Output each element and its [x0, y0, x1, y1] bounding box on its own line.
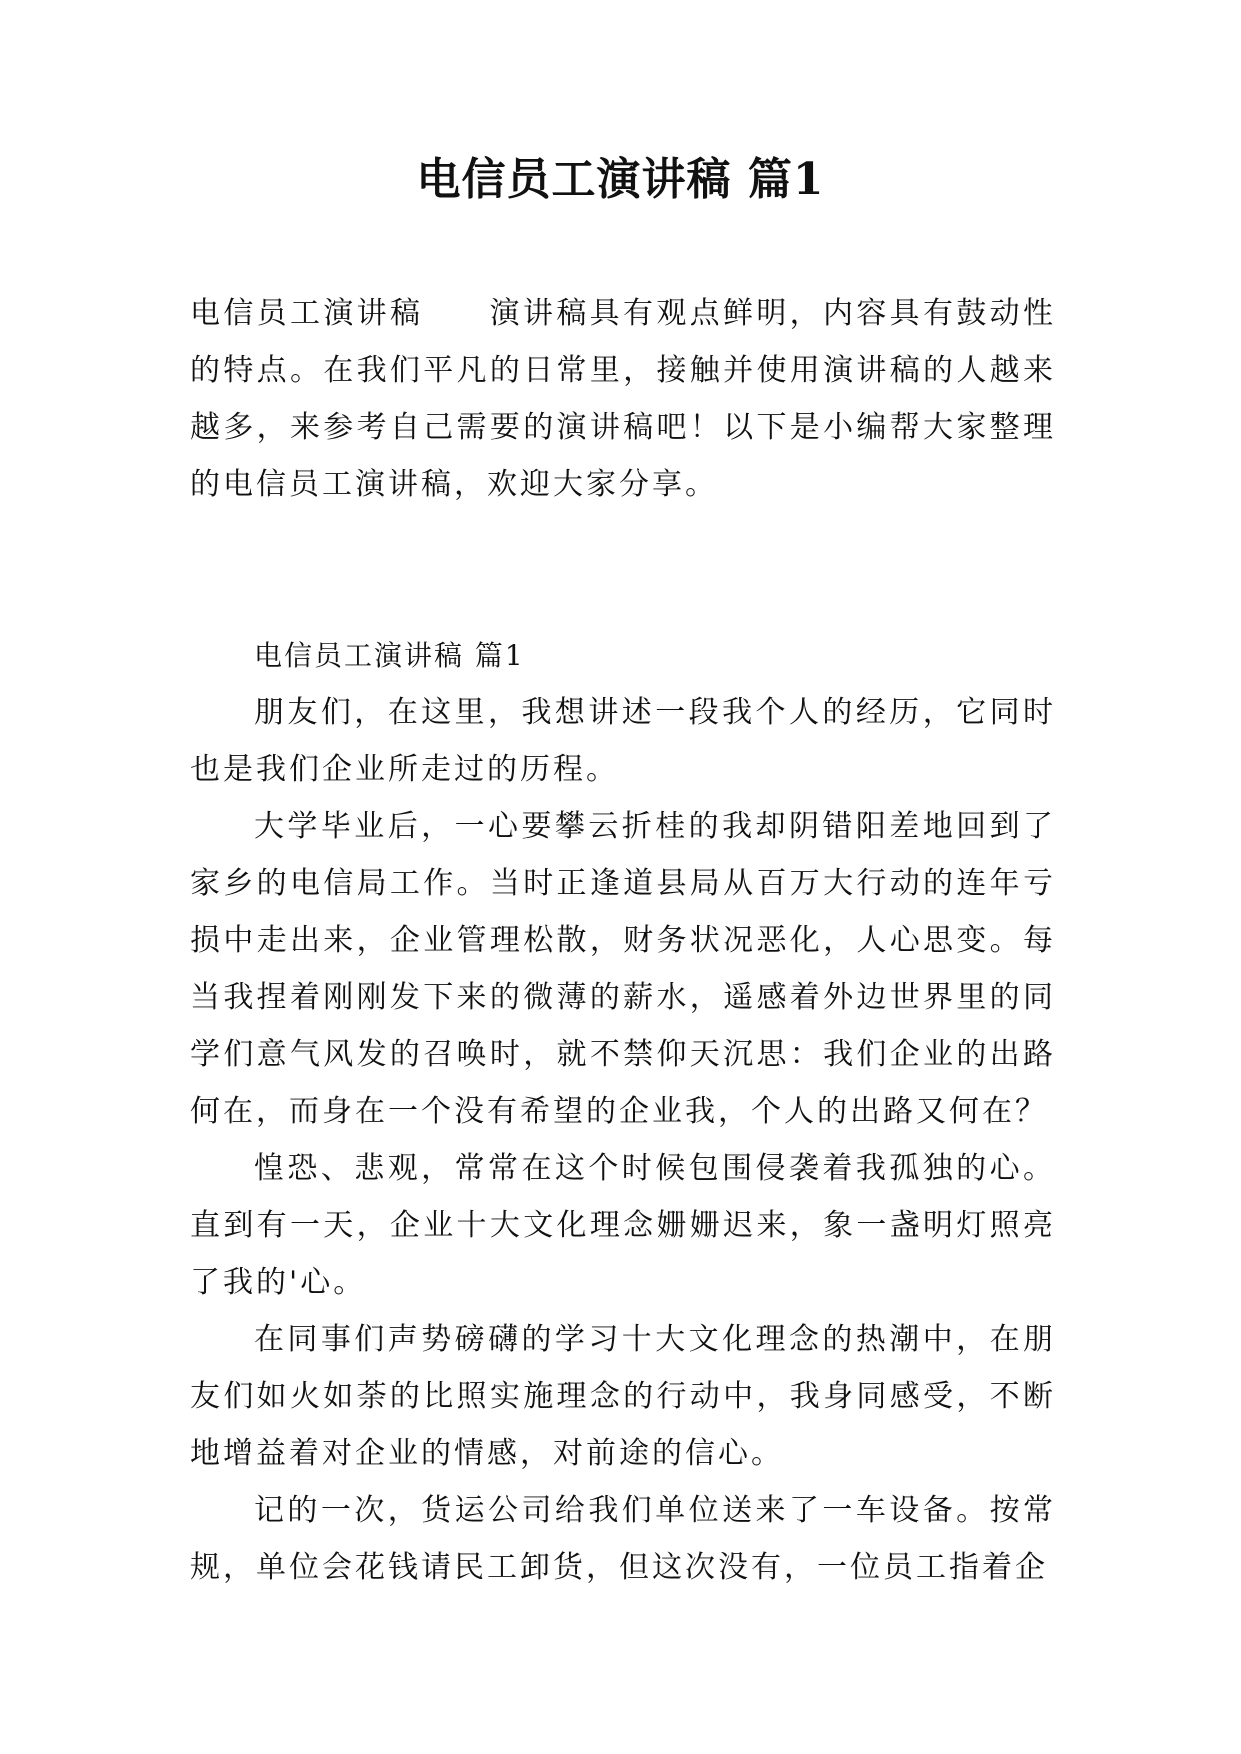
- paragraph-4: 在同事们声势磅礴的学习十大文化理念的热潮中，在朋友们如火如荼的比照实施理念的行动中，我身同感受，不断地增益着对企业的情感，对前途的信心。: [190, 1322, 1056, 1471]
- paragraph-1: 朋友们，在这里，我想讲述一段我个人的经历，它同时也是我们企业所走过的历程。: [190, 695, 1056, 787]
- intro-label: 电信员工演讲稿: [190, 296, 424, 331]
- page-title: 电信员工演讲稿 篇1: [416, 154, 825, 205]
- paragraph-2: 大学毕业后，一心要攀云折桂的我却阴错阳差地回到了家乡的电信局工作。当时正逢道县局从百万大行动的连年亏损中走出来，企业管理松散，财务状况恶化，人心思变。每当我捏着刚刚发下来的微薄的薪水，遥感着外边世界里的同学们意气风发的召唤时，就不禁仰天沉思：我们企业的出路何在，而身在一个没有希望的企业我，个人的出路又何在？: [190, 809, 1056, 1129]
- paragraph-5: 记的一次，货运公司给我们单位送来了一车设备。按常规，单位会花钱请民工卸货，但这次没有，一位员工指着企: [190, 1493, 1056, 1585]
- intro-text: 演讲稿具有观点鲜明，内容具有鼓动性的特点。在我们平凡的日常里，接触并使用演讲稿的人越来越多，来参考自己需要的演讲稿吧！以下是小编帮大家整理的电信员工演讲稿，欢迎大家分享。: [190, 296, 1057, 502]
- intro-paragraph: [190, 285, 1056, 513]
- document-body: [190, 285, 1056, 1596]
- section-heading: 电信员工演讲稿 篇1: [254, 639, 525, 672]
- paragraph-3: 惶恐、悲观，常常在这个时候包围侵袭着我孤独的心。直到有一天，企业十大文化理念姗姗迟来，象一盏明灯照亮了我的'心。: [190, 1151, 1056, 1300]
